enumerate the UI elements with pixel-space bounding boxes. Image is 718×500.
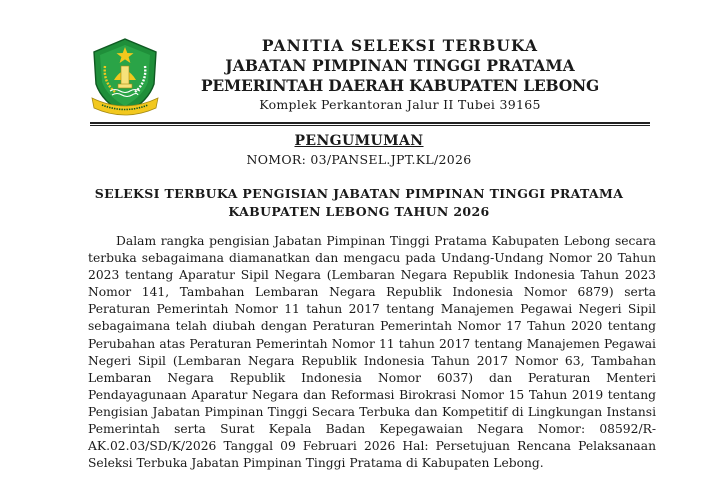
body-paragraph-text: Dalam rangka pengisian Jabatan Pimpinan Tinggi Pratama Kabupaten Lebong secara terbuka sebagaimana diamanatkan dan mengacu pada Undang-Undang Nomor 20 Tahun 2023 tentang Aparatur Sipil Negara (Lembaran Negara Republik Indonesia Tahun 2023 Nomor 141, Tambahan Lembaran Negara Republik Indonesia Nomor 6879) serta Peraturan Pemerintah Nomor 11 tahun 2017 tentang Manajemen Pegawai Negeri Sipil sebagaimana telah diubah dengan Peraturan Pemerintah Nomor 17 Tahun 2020 tentang Perubahan atas Peraturan Pemerintah Nomor 11 tahun 2017 tentang Manajemen Pegawai Negeri Sipil (Lembaran Negara Republik Indonesia Tahun 2017 Nomor 63, Tambahan Lembaran Negara Republik Indonesia Nomor 6037) dan Peraturan Menteri Pendayagunaan Aparatur Negara dan Reformasi Birokrasi Nomor 15 Tahun 2019 tentang Pengisian Jabatan Pimpinan Tinggi Secara Terbuka dan Kompetitif di Lingkungan Instansi Pemerintah serta Surat Kepala Badan Kepegawaian Negara Nomor: 08592/R-AK.02.03/SD/K/2026 Tanggal 09 Februari 2026 Hal: Persetujuan Rencana Pelaksanaan Seleksi Terbuka Jabatan Pimpinan Tinggi Pratama di Kabupaten Lebong. xyxy=(88,234,656,471)
letterhead xyxy=(190,36,610,114)
letterhead-committee: PANITIA SELEKSI TERBUKA xyxy=(261,36,539,55)
subject-line-1: SELEKSI TERBUKA PENGISIAN JABATAN PIMPINAN TINGGI PRATAMA xyxy=(94,186,624,201)
letterhead-position: JABATAN PIMPINAN TINGGI PRATAMA xyxy=(225,56,575,75)
subject-line-2: KABUPATEN LEBONG TAHUN 2026 xyxy=(228,204,490,219)
announcement-subject xyxy=(60,185,658,221)
announcement-title: PENGUMUMAN xyxy=(294,133,424,149)
body-paragraph xyxy=(88,233,656,472)
lebong-regency-emblem-icon xyxy=(88,36,162,118)
letterhead-address: Komplek Perkantoran Jalur II Tubei 39165 xyxy=(259,97,541,112)
letterhead-divider-thin xyxy=(90,125,650,126)
announcement-number: NOMOR: 03/PANSEL.JPT.KL/2026 xyxy=(246,152,472,167)
letterhead-divider-thick xyxy=(90,122,650,124)
letterhead-government: PEMERINTAH DAERAH KABUPATEN LEBONG xyxy=(200,76,600,95)
